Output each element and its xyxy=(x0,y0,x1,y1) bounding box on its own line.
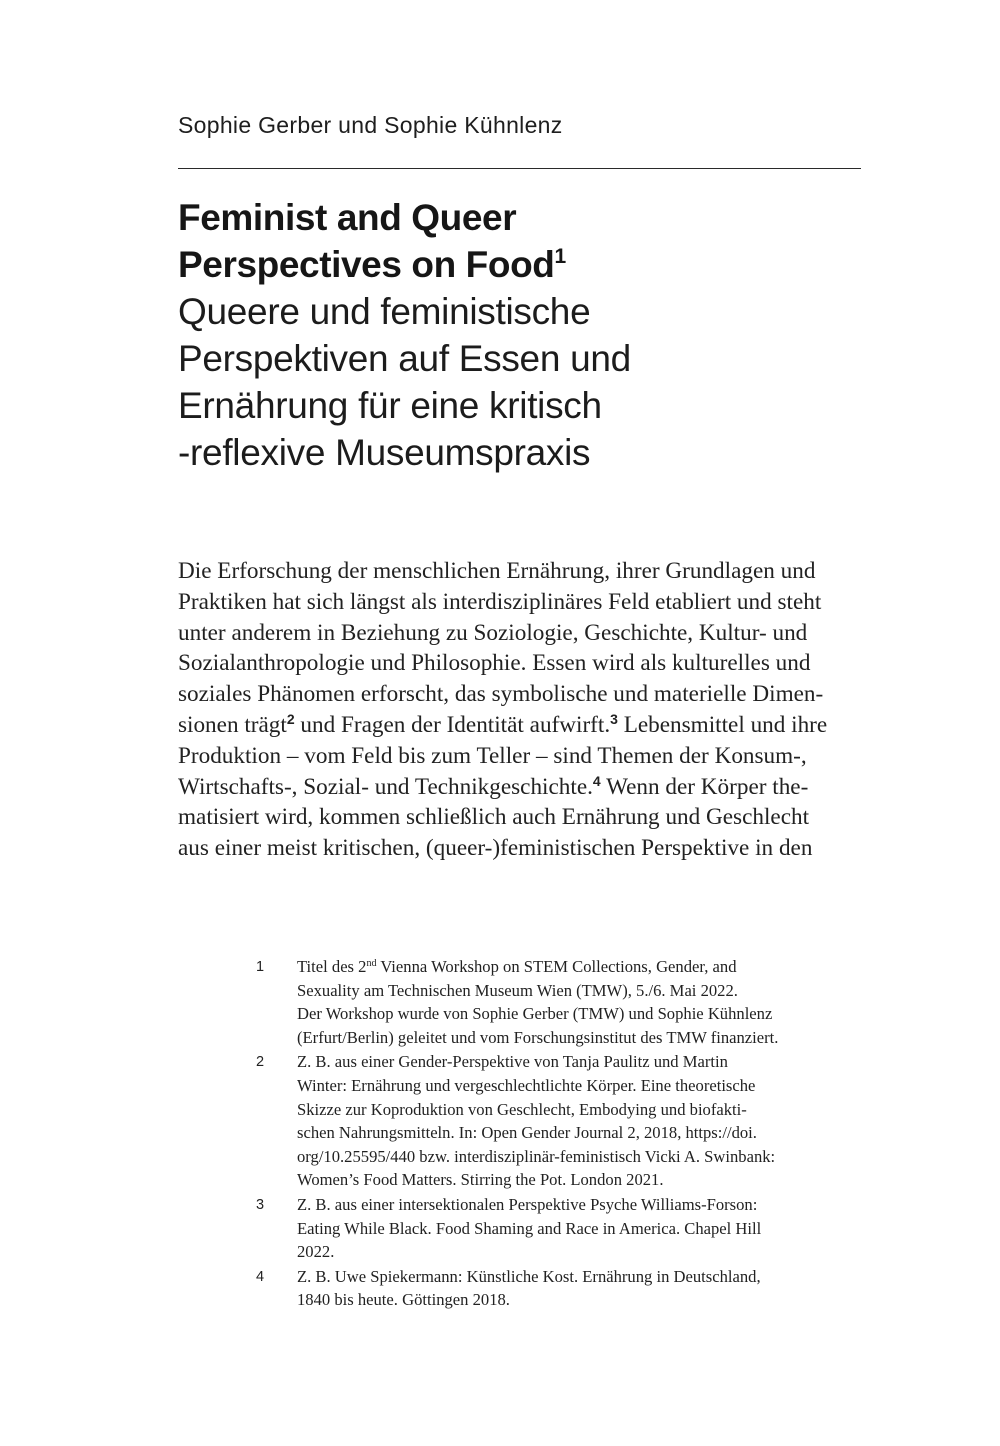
body-paragraph xyxy=(178,556,868,864)
body-text-segment: sionen trägt xyxy=(178,711,287,738)
footnote-line xyxy=(297,955,876,979)
author-line: Sophie Gerber und Sophie Kühnlenz xyxy=(178,112,563,138)
body-line: Produktion – vom Feld bis zum Teller – sind Themen der Konsum-, xyxy=(178,742,807,769)
subtitle-line-4: -reflexive Museumspraxis xyxy=(178,432,591,473)
title-footnote-ref[interactable]: 1 xyxy=(554,245,566,268)
title-main-line-2-text: Perspectives on Food xyxy=(178,244,555,285)
footnote-1 xyxy=(256,955,876,1049)
footnote-2 xyxy=(256,1050,876,1192)
title-subtitle xyxy=(178,288,861,476)
footnote-line: (Erfurt/Berlin) geleitet und vom Forschungsinstitut des TMW finanziert. xyxy=(297,1027,779,1047)
footnote-line: Skizze zur Koproduktion von Geschlecht, Embodying und biofakti- xyxy=(297,1099,747,1119)
body-text-segment: und Fragen der Identität aufwirft. xyxy=(294,711,611,738)
footnote-text-segment: Vienna Workshop on STEM Collections, Gender, and xyxy=(376,957,737,976)
footnote-line: Eating While Black. Food Shaming and Race in America. Chapel Hill xyxy=(297,1218,762,1238)
title-main-line-2 xyxy=(178,241,861,288)
body-line: unter anderem in Beziehung zu Soziologie, Geschichte, Kultur- und xyxy=(178,619,808,646)
footnote-line: Der Workshop wurde von Sophie Gerber (TMW) und Sophie Kühnlenz xyxy=(297,1004,773,1024)
body-line: Die Erforschung der menschlichen Ernährung, ihrer Grundlagen und xyxy=(178,558,816,584)
title-main xyxy=(178,194,861,288)
footnote-line: schen Nahrungsmitteln. In: Open Gender Journal 2, 2018, https://doi. xyxy=(297,1123,757,1143)
footnote-line: Z. B. Uwe Spiekermann: Künstliche Kost. Ernährung in Deutschland, xyxy=(297,1266,761,1286)
body-line: Sozialanthropologie und Philosophie. Essen wird als kulturelles und xyxy=(178,650,811,677)
footnote-ref-3[interactable]: 3 xyxy=(610,710,618,727)
title-main-line-1: Feminist and Queer xyxy=(178,197,517,238)
footnote-number: 2 xyxy=(256,1054,265,1071)
subtitle-line-3: Ernährung für eine kritisch xyxy=(178,385,602,426)
footnote-ref-4[interactable]: 4 xyxy=(592,772,601,789)
footnote-4 xyxy=(256,1265,876,1312)
footnote-line: 2022. xyxy=(297,1242,335,1262)
subtitle-line-2: Perspektiven auf Essen und xyxy=(178,338,631,379)
footnote-3 xyxy=(256,1193,876,1264)
ordinal-suffix: nd xyxy=(366,958,377,969)
body-line: soziales Phänomen erforscht, das symbolische und materielle Dimen- xyxy=(178,681,824,708)
footnote-text-segment: Titel des 2 xyxy=(297,957,367,976)
body-line: Praktiken hat sich längst als interdisziplinäres Feld etabliert und steht xyxy=(178,588,822,615)
body-line: matisiert wird, kommen schließlich auch Ernährung und Geschlecht xyxy=(178,804,810,831)
body-line xyxy=(178,710,868,741)
body-text-segment: Wenn der Körper the- xyxy=(600,773,809,800)
footnotes xyxy=(256,955,876,1313)
footnote-line: Winter: Ernährung und vergeschlechtlichte Körper. Eine theoretische xyxy=(297,1075,756,1095)
footnote-line: 1840 bis heute. Göttingen 2018. xyxy=(297,1290,510,1310)
footnote-number: 3 xyxy=(256,1196,265,1213)
footnote-line: Z. B. aus einer Gender-Perspektive von Tanja Paulitz und Martin xyxy=(297,1052,728,1072)
footnote-ref-2[interactable]: 2 xyxy=(286,710,295,727)
footnote-number: 1 xyxy=(256,959,265,975)
footnote-line: Sexuality am Technischen Museum Wien (TMW), 5./6. Mai 2022. xyxy=(297,980,738,1000)
header-divider xyxy=(178,168,861,169)
footnote-number: 4 xyxy=(256,1268,265,1285)
body-line xyxy=(178,772,868,803)
footnote-line: Z. B. aus einer intersektionalen Perspektive Psyche Williams-Forson: xyxy=(297,1194,758,1214)
body-line: aus einer meist kritischen, (queer-)feministischen Perspektive in den xyxy=(178,835,813,862)
article-title xyxy=(178,194,861,476)
body-text-segment: Wirtschafts-, Sozial- und Technikgeschichte. xyxy=(178,773,593,800)
footnote-line: Women’s Food Matters. Stirring the Pot. London 2021. xyxy=(297,1170,664,1190)
subtitle-line-1: Queere und feministische xyxy=(178,291,591,332)
footnote-line: org/10.25595/440 bzw. interdisziplinär-feministisch Vicki A. Swinbank: xyxy=(297,1146,776,1166)
body-text-segment: Lebensmittel und ihre xyxy=(617,711,828,738)
